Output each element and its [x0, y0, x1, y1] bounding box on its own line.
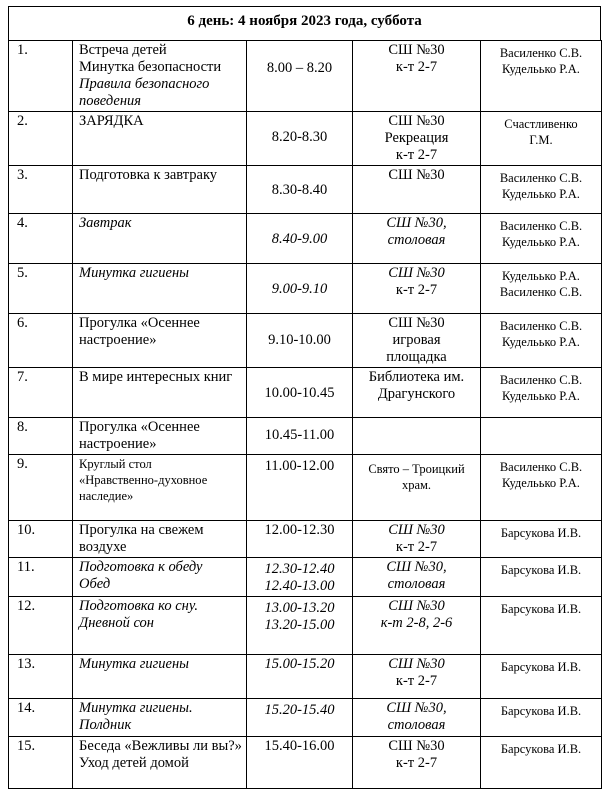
table-row — [9, 264, 602, 314]
time-line: 9.00-9.10 — [271, 281, 328, 297]
place-line: СШ №30 — [388, 42, 445, 58]
act-line: ЗАРЯДКА — [79, 113, 144, 129]
time-cell — [247, 314, 353, 368]
table-row — [9, 166, 602, 214]
place-cell — [353, 418, 481, 455]
place-cell — [353, 41, 481, 112]
place-line: Библиотека им. — [368, 369, 465, 385]
row-number: 14. — [9, 699, 73, 737]
responsible-name: Кудельько Р.А. — [502, 235, 580, 249]
place-cell — [353, 699, 481, 737]
act-line: Круглый стол — [79, 457, 152, 471]
schedule-page — [8, 6, 601, 789]
schedule-table — [8, 40, 602, 789]
act-line: Минутка безопасности — [79, 59, 222, 75]
table-row — [9, 655, 602, 699]
act-line: Минутка гигиены. — [79, 700, 193, 716]
place-line: СШ №30 — [388, 167, 445, 183]
row-number: 4. — [9, 214, 73, 264]
row-number: 12. — [9, 597, 73, 655]
place-line: Драгунского — [377, 386, 456, 402]
time-cell — [247, 368, 353, 418]
place-cell — [353, 368, 481, 418]
time-line: 12.40-13.00 — [264, 578, 335, 594]
activity-cell — [73, 112, 247, 166]
place-line: к-т 2-7 — [395, 755, 438, 771]
responsible-cell — [481, 558, 602, 597]
activity-cell — [73, 655, 247, 699]
table-row — [9, 418, 602, 455]
responsible-name: Василенко С.В. — [499, 285, 583, 299]
place-cell — [353, 558, 481, 597]
responsible-cell — [481, 418, 602, 455]
act-line: В мире интересных книг — [79, 369, 233, 385]
row-number: 3. — [9, 166, 73, 214]
act-line: Беседа «Вежливы ли вы?» — [79, 738, 242, 754]
act-line: Подготовка к обеду — [79, 559, 203, 575]
place-line: столовая — [387, 576, 446, 592]
time-line: 15.00-15.20 — [264, 656, 335, 672]
time-cell — [247, 597, 353, 655]
table-row — [9, 314, 602, 368]
act-line: Подготовка к завтраку — [79, 167, 218, 183]
place-line: игровая — [392, 332, 441, 348]
place-line: площадка — [386, 349, 447, 365]
act-line: «Нравственно-духовное наследие» — [79, 473, 208, 503]
row-number: 6. — [9, 314, 73, 368]
responsible-name: Василенко С.В. — [499, 171, 583, 185]
place-cell — [353, 521, 481, 558]
act-line: Правила безопасного поведения — [79, 76, 210, 109]
responsible-name: Кудельько Р.А. — [502, 335, 580, 349]
responsible-name: Кудельько Р.А. — [502, 476, 580, 490]
responsible-cell — [481, 699, 602, 737]
place-line: к-т 2-7 — [395, 673, 438, 689]
row-number: 8. — [9, 418, 73, 455]
place-cell — [353, 737, 481, 789]
responsible-name: Василенко С.В. — [499, 373, 583, 387]
place-line: СШ №30 — [388, 315, 445, 331]
activity-cell — [73, 368, 247, 418]
responsible-cell — [481, 264, 602, 314]
responsible-name: Барсукова И.В. — [500, 704, 582, 718]
responsible-name: Василенко С.В. — [499, 319, 583, 333]
responsible-name: Кудельько Р.А. — [502, 187, 580, 201]
responsible-name: Кудельько Р.А. — [502, 269, 580, 283]
responsible-cell — [481, 112, 602, 166]
activity-cell — [73, 41, 247, 112]
time-line: 13.00-13.20 — [264, 600, 335, 616]
place-cell — [353, 455, 481, 521]
responsible-name: Кудельько Р.А. — [502, 389, 580, 403]
time-cell — [247, 214, 353, 264]
time-line: 15.40-16.00 — [264, 738, 335, 754]
row-number: 9. — [9, 455, 73, 521]
place-cell — [353, 264, 481, 314]
place-line: Рекреация — [384, 130, 449, 146]
responsible-name: Василенко С.В. — [499, 46, 583, 60]
place-cell — [353, 655, 481, 699]
row-number: 10. — [9, 521, 73, 558]
row-number: 5. — [9, 264, 73, 314]
table-row — [9, 737, 602, 789]
time-cell — [247, 418, 353, 455]
time-line: 9.10-10.00 — [268, 332, 331, 348]
time-line: 12.00-12.30 — [264, 522, 335, 538]
place-line: к-т 2-7 — [395, 539, 438, 555]
activity-cell — [73, 214, 247, 264]
act-line: Завтрак — [79, 215, 132, 231]
place-line: СШ №30 — [388, 738, 445, 754]
table-row — [9, 521, 602, 558]
time-line: 15.20-15.40 — [264, 702, 335, 718]
responsible-cell — [481, 455, 602, 521]
table-row — [9, 597, 602, 655]
place-line: СШ №30 — [388, 265, 445, 281]
responsible-cell — [481, 521, 602, 558]
time-cell — [247, 455, 353, 521]
time-line: 10.45-11.00 — [264, 427, 335, 443]
row-number: 1. — [9, 41, 73, 112]
act-line: Обед — [79, 576, 111, 592]
place-line: столовая — [387, 717, 446, 733]
time-line: 8.20-8.30 — [271, 129, 328, 145]
time-line: 12.30-12.40 — [264, 561, 335, 577]
place-cell — [353, 314, 481, 368]
time-line: 10.00-10.45 — [264, 385, 335, 401]
row-number: 7. — [9, 368, 73, 418]
place-line: СШ №30 — [388, 113, 445, 129]
table-row — [9, 41, 602, 112]
responsible-name: Барсукова И.В. — [500, 602, 582, 616]
responsible-name: Барсукова И.В. — [500, 742, 582, 756]
time-cell — [247, 737, 353, 789]
responsible-cell — [481, 655, 602, 699]
act-line: Подготовка ко сну. — [79, 598, 198, 614]
responsible-name: Счастливенко — [504, 117, 578, 131]
responsible-name: Барсукова И.В. — [500, 526, 582, 540]
time-cell — [247, 699, 353, 737]
place-line: к-т 2-7 — [395, 282, 438, 298]
schedule-rows — [9, 41, 602, 789]
activity-cell — [73, 418, 247, 455]
place-line: СШ №30 — [388, 656, 445, 672]
time-cell — [247, 41, 353, 112]
place-line: СШ №30, — [386, 700, 447, 716]
act-line: Минутка гигиены — [79, 265, 189, 281]
responsible-name: Василенко С.В. — [499, 460, 583, 474]
row-number: 11. — [9, 558, 73, 597]
time-line: 8.40-9.00 — [271, 231, 328, 247]
time-line: 11.00-12.00 — [264, 458, 335, 474]
responsible-name: Г.М. — [529, 133, 553, 147]
responsible-cell — [481, 214, 602, 264]
place-line: СШ №30, — [386, 215, 447, 231]
place-cell — [353, 166, 481, 214]
activity-cell — [73, 166, 247, 214]
activity-cell — [73, 558, 247, 597]
row-number: 2. — [9, 112, 73, 166]
place-line: СШ №30, — [386, 559, 447, 575]
place-line: к-т 2-8, 2-6 — [380, 615, 453, 631]
responsible-cell — [481, 166, 602, 214]
place-line: Свято – Троицкий — [368, 462, 465, 476]
place-line: СШ №30 — [388, 598, 445, 614]
responsible-cell — [481, 314, 602, 368]
time-cell — [247, 558, 353, 597]
schedule-title-text: 6 день: 4 ноября 2023 года, суббота — [187, 13, 422, 29]
time-line: 8.00 – 8.20 — [266, 60, 333, 76]
act-line: Прогулка «Осеннее настроение» — [79, 419, 200, 452]
time-cell — [247, 166, 353, 214]
table-row — [9, 214, 602, 264]
row-number: 13. — [9, 655, 73, 699]
table-row — [9, 112, 602, 166]
place-cell — [353, 214, 481, 264]
act-line: Встреча детей — [79, 42, 167, 58]
time-cell — [247, 264, 353, 314]
time-cell — [247, 112, 353, 166]
responsible-cell — [481, 41, 602, 112]
responsible-cell — [481, 737, 602, 789]
place-line: СШ №30 — [388, 522, 445, 538]
responsible-name: Барсукова И.В. — [500, 563, 582, 577]
activity-cell — [73, 737, 247, 789]
time-line: 8.30-8.40 — [271, 182, 328, 198]
responsible-cell — [481, 597, 602, 655]
place-cell — [353, 112, 481, 166]
activity-cell — [73, 597, 247, 655]
table-row — [9, 699, 602, 737]
time-line: 13.20-15.00 — [264, 617, 335, 633]
act-line: Дневной сон — [79, 615, 154, 631]
row-number: 15. — [9, 737, 73, 789]
table-row — [9, 368, 602, 418]
act-line: Минутка гигиены — [79, 656, 189, 672]
place-line: к-т 2-7 — [395, 147, 438, 163]
activity-cell — [73, 521, 247, 558]
activity-cell — [73, 314, 247, 368]
time-cell — [247, 521, 353, 558]
place-line: к-т 2-7 — [395, 59, 438, 75]
responsible-cell — [481, 368, 602, 418]
activity-cell — [73, 699, 247, 737]
time-cell — [247, 655, 353, 699]
act-line: Прогулка «Осеннее настроение» — [79, 315, 200, 348]
activity-cell — [73, 455, 247, 521]
responsible-name: Василенко С.В. — [499, 219, 583, 233]
place-cell — [353, 597, 481, 655]
act-line: Прогулка на свежем воздухе — [79, 522, 204, 555]
act-line: Уход детей домой — [79, 755, 189, 771]
schedule-title — [8, 6, 601, 40]
place-line: столовая — [387, 232, 446, 248]
act-line: Полдник — [79, 717, 132, 733]
activity-cell — [73, 264, 247, 314]
responsible-name: Кудельько Р.А. — [502, 62, 580, 76]
table-row — [9, 558, 602, 597]
table-row — [9, 455, 602, 521]
responsible-name: Барсукова И.В. — [500, 660, 582, 674]
place-line: храм. — [401, 478, 432, 492]
